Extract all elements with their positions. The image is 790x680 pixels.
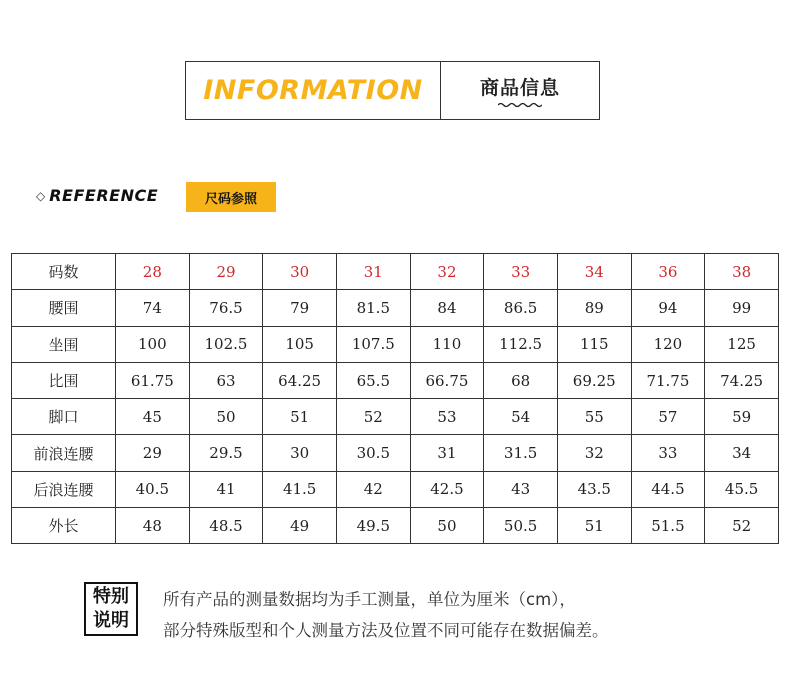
measurement-cell: 105 [263,326,337,362]
measurement-cell: 48 [116,508,190,544]
note-tag-line2: 说明 [93,610,129,631]
measurement-cell: 86.5 [484,290,558,326]
measurement-cell: 50 [410,508,484,544]
measurement-cell: 125 [705,326,779,362]
size-header-cell: 33 [484,254,558,290]
measurement-cell: 68 [484,362,558,398]
measurement-cell: 41.5 [263,471,337,507]
measurement-cell: 94 [631,290,705,326]
measurement-cell: 52 [705,508,779,544]
table-row [12,399,779,435]
measurement-cell: 71.75 [631,362,705,398]
measurement-cell: 52 [336,399,410,435]
table-row [12,326,779,362]
measurement-cell: 57 [631,399,705,435]
measurement-cell: 84 [410,290,484,326]
size-table [11,253,779,544]
measurement-cell: 51 [557,508,631,544]
measurement-cell: 32 [557,435,631,471]
measurement-cell: 51 [263,399,337,435]
product-info-cell [441,62,599,119]
size-header-cell: 28 [116,254,190,290]
measurement-cell: 61.75 [116,362,190,398]
size-corner-label: 码数 [12,254,116,290]
measurement-cell: 74.25 [705,362,779,398]
measurement-cell: 42.5 [410,471,484,507]
measurement-cell: 45 [116,399,190,435]
product-info-title: 商品信息 [479,77,560,99]
measurement-cell: 30 [263,435,337,471]
measurement-cell: 44.5 [631,471,705,507]
measurement-cell: 115 [557,326,631,362]
measurement-cell: 49 [263,508,337,544]
information-title: INFORMATION [203,75,423,106]
measurement-cell: 53 [410,399,484,435]
note-text [163,584,609,646]
reference-heading [36,186,158,205]
measurement-cell: 50 [189,399,263,435]
measurement-label: 腰围 [12,290,116,326]
measurement-cell: 100 [116,326,190,362]
size-reference-tag: 尺码参照 [186,182,276,212]
measurement-label: 坐围 [12,326,116,362]
measurement-cell: 54 [484,399,558,435]
measurement-cell: 79 [263,290,337,326]
size-header-cell: 38 [705,254,779,290]
size-header-cell: 32 [410,254,484,290]
wavy-underline-icon [498,102,542,108]
table-header-row [12,254,779,290]
measurement-cell: 64.25 [263,362,337,398]
measurement-cell: 48.5 [189,508,263,544]
measurement-cell: 41 [189,471,263,507]
note-line1: 所有产品的测量数据均为手工测量，单位为厘米（cm）， [163,590,576,609]
measurement-cell: 69.25 [557,362,631,398]
size-header-cell: 36 [631,254,705,290]
measurement-cell: 51.5 [631,508,705,544]
measurement-cell: 42 [336,471,410,507]
diamond-bullet-icon: ◇ [36,188,46,203]
measurement-cell: 112.5 [484,326,558,362]
measurement-label: 外长 [12,508,116,544]
measurement-cell: 29 [116,435,190,471]
measurement-cell: 43.5 [557,471,631,507]
measurement-cell: 102.5 [189,326,263,362]
measurement-label: 脚口 [12,399,116,435]
measurement-cell: 45.5 [705,471,779,507]
size-header-cell: 34 [557,254,631,290]
measurement-cell: 31 [410,435,484,471]
measurement-cell: 65.5 [336,362,410,398]
reference-label: REFERENCE [49,186,159,205]
measurement-cell: 30.5 [336,435,410,471]
special-note-tag [84,582,138,636]
measurement-label: 比围 [12,362,116,398]
measurement-cell: 99 [705,290,779,326]
size-header-cell: 31 [336,254,410,290]
measurement-cell: 31.5 [484,435,558,471]
measurement-cell: 29.5 [189,435,263,471]
note-tag-line1: 特别 [93,586,129,607]
measurement-cell: 50.5 [484,508,558,544]
measurement-cell: 66.75 [410,362,484,398]
size-header-cell: 30 [263,254,337,290]
measurement-cell: 76.5 [189,290,263,326]
measurement-cell: 89 [557,290,631,326]
information-title-cell [186,62,441,119]
table-row [12,362,779,398]
measurement-label: 前浪连腰 [12,435,116,471]
measurement-cell: 40.5 [116,471,190,507]
measurement-cell: 120 [631,326,705,362]
measurement-cell: 74 [116,290,190,326]
measurement-cell: 33 [631,435,705,471]
measurement-cell: 110 [410,326,484,362]
measurement-cell: 81.5 [336,290,410,326]
measurement-cell: 63 [189,362,263,398]
table-row [12,471,779,507]
measurement-cell: 34 [705,435,779,471]
table-row [12,435,779,471]
measurement-cell: 107.5 [336,326,410,362]
measurement-cell: 49.5 [336,508,410,544]
size-header-cell: 29 [189,254,263,290]
measurement-cell: 59 [705,399,779,435]
table-row [12,290,779,326]
measurement-label: 后浪连腰 [12,471,116,507]
information-header [185,61,600,120]
measurement-cell: 55 [557,399,631,435]
table-row [12,508,779,544]
measurement-cell: 43 [484,471,558,507]
note-line2: 部分特殊版型和个人测量方法及位置不同可能存在数据偏差。 [163,621,609,640]
